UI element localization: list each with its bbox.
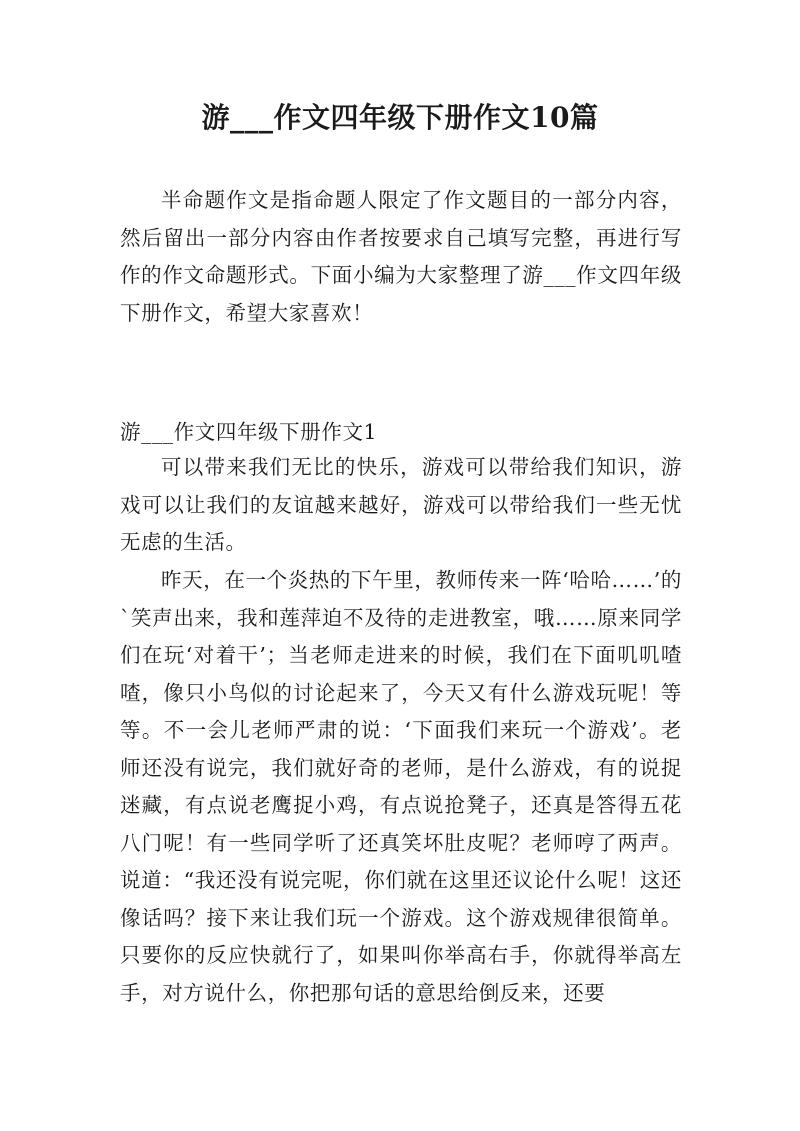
intro-paragraph: 半命题作文是指命题人限定了作文题目的一部分内容，然后留出一部分内容由作者按要求自己填写完整，再进行写作的作文命题形式。下面小编为大家整理了游___作文四年级下册作文，希望大家喜欢！ bbox=[120, 188, 682, 325]
body-paragraph: 可以带来我们无比的快乐，游戏可以带给我们知识，游戏可以让我们的友谊越来越好，游戏可以带给我们一些无忧无虑的生活。 bbox=[120, 455, 682, 554]
document-title: 游___作文四年级下册作文10篇 bbox=[201, 101, 599, 134]
body-paragraph: 昨天，在一个炎热的下午里，教师传来一阵‘哈哈……’的`笑声出来，我和莲萍迫不及待的走进教室，哦……原来同学们在玩‘对着干’；当老师走进来的时候，我们在下面叽叽喳喳，像只小鸟似的讨论起来了，今天又有什么游戏玩呢！等等。不一会儿老师严肃的说：‘下面我们来玩一个游戏’。老师还没有说完，我们就好奇的老师，是什么游戏，有的说捉迷藏，有点说老鹰捉小鸡，有点说抢凳子，还真是答得五花八门呢！有一些同学听了还真笑坏肚皮呢？老师哼了两声。说道：“我还没有说完呢，你们就在这里还议论什么呢！这还像话吗？接下来让我们玩一个游戏。这个游戏规律很简单。只要你的反应快就行了，如果叫你举高右手，你就得举高左手，对方说什么，你把那句话的意思给倒反来，还要 bbox=[120, 568, 682, 1005]
section-heading: 游___作文四年级下册作文1 bbox=[120, 420, 378, 444]
